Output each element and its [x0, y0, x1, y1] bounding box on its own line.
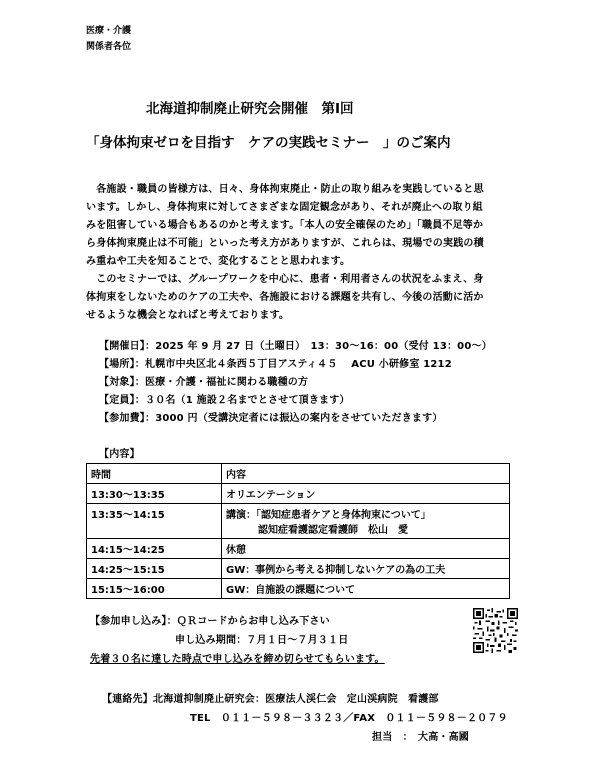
- contact-phone-fax: TEL ０１１－５９８－３３２３／FAX ０１１－５９８－２０７９: [190, 713, 508, 724]
- page-subtitle: 「身体拘束ゼロを目指す ケアの実践セミナー 」のご案内: [86, 135, 451, 151]
- apply-period: 申し込み期間：７月１日～７月３１日: [175, 635, 349, 646]
- intro-line: このセミナーでは、グループワークを中心に、患者・利用者さんの状況をふまえ、身: [86, 274, 484, 285]
- qr-code-icon[interactable]: [473, 608, 518, 653]
- row-content: オリエンテーション: [222, 484, 510, 504]
- intro-line: 体拘束をしないためのケアの工夫や、各施設における課題を共有し、今後の活動に活か: [86, 292, 484, 303]
- schedule-table: [86, 463, 510, 599]
- intro-line: みを阻害している場合もあるのかと考えます。「本人の安全確保のため」「職員不足等か: [86, 220, 484, 231]
- row-content: [222, 504, 510, 539]
- row-content: GW：自施設の課題について: [222, 579, 510, 599]
- table-row: [87, 539, 510, 559]
- detail-target: 【対象】：医療・介護・福祉に関わる職種の方: [99, 377, 309, 388]
- table-row: [87, 504, 510, 539]
- page-title: 北海道抑制廃止研究会開催 第Ⅰ回: [146, 101, 354, 117]
- apply-note: 先着３０名に達した時点で申し込みを締め切らせてもらいます。: [90, 654, 385, 665]
- lecture-title: 講演：「認知症患者ケアと身体拘束について」: [226, 510, 431, 521]
- table-row: [87, 484, 510, 504]
- row-time: 15:15～16:00: [87, 579, 222, 599]
- row-time: 14:15～14:25: [87, 539, 222, 559]
- intro-line: せるような機会となればと考えております。: [86, 310, 290, 321]
- contact-line-1: 【連絡先】北海道抑制廃止研究会：医療法人渓仁会 定山渓病院 看護部: [102, 694, 439, 705]
- intro-line: ら身体拘束廃止は不可能」といった考え方がありますが、これらは、現場での実践の積: [86, 238, 484, 249]
- header-content: 内容: [222, 464, 510, 484]
- row-time: 14:25～15:15: [87, 559, 222, 579]
- intro-line: います。しかし、身体拘束に対してさまざまな固定観念があり、それが廃止への取り組: [86, 202, 483, 213]
- row-time: 13:35～14:15: [87, 504, 222, 539]
- recipient-line-2: 関係者各位: [86, 42, 132, 52]
- detail-fee: 【参加費】：3000 円（受講決定者には振込の案内をさせていただきます）: [99, 413, 443, 424]
- row-content: GW：事例から考える抑制しないケアの為の工夫: [222, 559, 510, 579]
- schedule-label: 【内容】: [99, 449, 140, 460]
- contact-person: 担当 ： 大高・高國: [372, 732, 469, 743]
- table-header-row: [87, 464, 510, 484]
- apply-line-1: 【参加申し込み】：ＱＲコードからお申し込み下さい: [90, 616, 330, 627]
- detail-place: 【場所】：札幌市中央区北４条西５丁目アスティ４５ ACU 小研修室 1212: [99, 359, 452, 370]
- recipient-line-1: 医療・介護: [86, 26, 132, 36]
- row-content: 休憩: [222, 539, 510, 559]
- detail-capacity: 【定員】：３０名（1 施設２名までとさせて頂きます）: [99, 395, 350, 406]
- row-time: 13:30～13:35: [87, 484, 222, 504]
- lecturer-name: 認知症看護認定看護師 松山 愛: [258, 525, 408, 536]
- table-row: [87, 559, 510, 579]
- header-time: 時間: [87, 464, 222, 484]
- detail-date: 【開催日】：2025 年 9 月 27 日（土曜日） 13：30～16：00（受付 13：00～）: [99, 341, 492, 352]
- intro-line: み重ねや工夫を知ることで、変化することと思われます。: [86, 256, 351, 267]
- intro-line: 各施設・職員の皆様方は、日々、身体拘束廃止・防止の取り組みを実践していると思: [86, 184, 484, 195]
- table-row: [87, 579, 510, 599]
